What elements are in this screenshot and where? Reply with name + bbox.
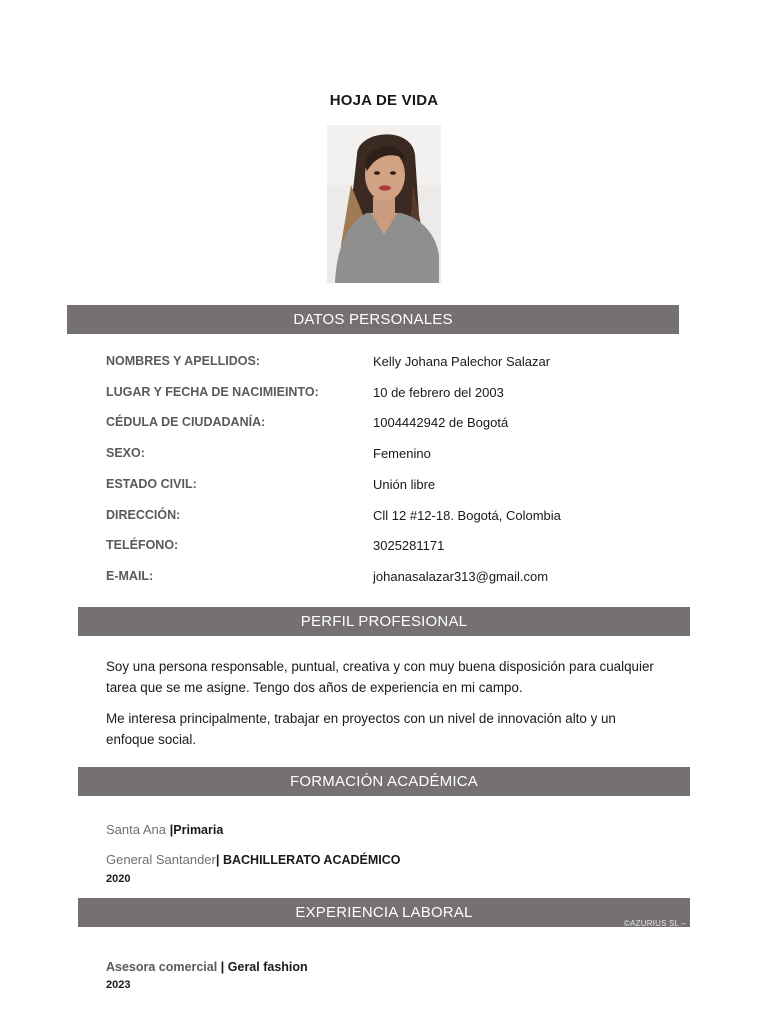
field-label: SEXO: [106,446,145,460]
separator: | [215,852,220,867]
role-name: Asesora comercial [106,960,221,974]
formacion-entry [106,852,401,867]
datos-row [0,446,768,466]
datos-row [0,354,768,374]
field-label: LUGAR Y FECHA DE NACIMIEINTO: [106,385,319,399]
company-name: Geral fashion [224,960,308,974]
field-value: Kelly Johana Palechor Salazar [373,354,551,369]
section-header-formacion-academica: FORMACIÓN ACADÉMICA [78,767,690,796]
perfil-paragraph-1: Soy una persona responsable, puntual, creativa y con muy buena disposición para cualquier tarea que se me asigne. Tengo dos años de experiencia en mi campo. [106,659,654,695]
institution-name: Santa Ana [106,822,170,837]
perfil-paragraph-2: Me interesa principalmente, trabajar en proyectos con un nivel de innovación alto y un enfoque social. [106,711,616,747]
datos-row [0,569,768,589]
formacion-year: 2020 [106,873,131,885]
field-label: ESTADO CIVIL: [106,477,197,491]
field-value: 3025281171 [373,538,445,553]
field-value: Femenino [373,446,431,461]
field-label: NOMBRES Y APELLIDOS: [106,354,260,368]
institution-name: General Santander [106,852,216,867]
field-label: DIRECCIÓN: [106,508,181,522]
field-value: 10 de febrero del 2003 [373,385,504,400]
degree-name: Primaria [173,823,224,837]
experiencia-entry [106,959,308,974]
datos-row [0,385,768,405]
degree-name: BACHILLERATO ACADÉMICO [219,853,401,867]
watermark: ©AZURIUS SL – [624,919,686,928]
field-value: Cll 12 #12-18. Bogotá, Colombia [373,508,561,523]
datos-row [0,415,768,435]
section-header-experiencia-laboral: EXPERIENCIA LABORAL [78,898,690,927]
field-value: 1004442942 de Bogotá [373,415,509,430]
email-value: johanasalazar313@gmail.com [373,569,549,584]
datos-row [0,538,768,558]
datos-row [0,508,768,528]
section-header-perfil-profesional: PERFIL PROFESIONAL [78,607,690,636]
separator: | [169,822,174,837]
datos-row [0,477,768,497]
profile-photo [327,125,441,283]
separator: | [220,959,225,974]
field-label: TELÉFONO: [106,538,179,552]
section-header-datos-personales: DATOS PERSONALES [67,305,679,334]
document-title: HOJA DE VIDA [329,92,439,109]
field-label: E-MAIL: [106,569,154,583]
field-value: Unión libre [373,477,436,492]
formacion-entry [106,822,223,837]
experiencia-year: 2023 [106,979,131,991]
field-label: CÉDULA DE CIUDADANÍA: [106,415,266,429]
